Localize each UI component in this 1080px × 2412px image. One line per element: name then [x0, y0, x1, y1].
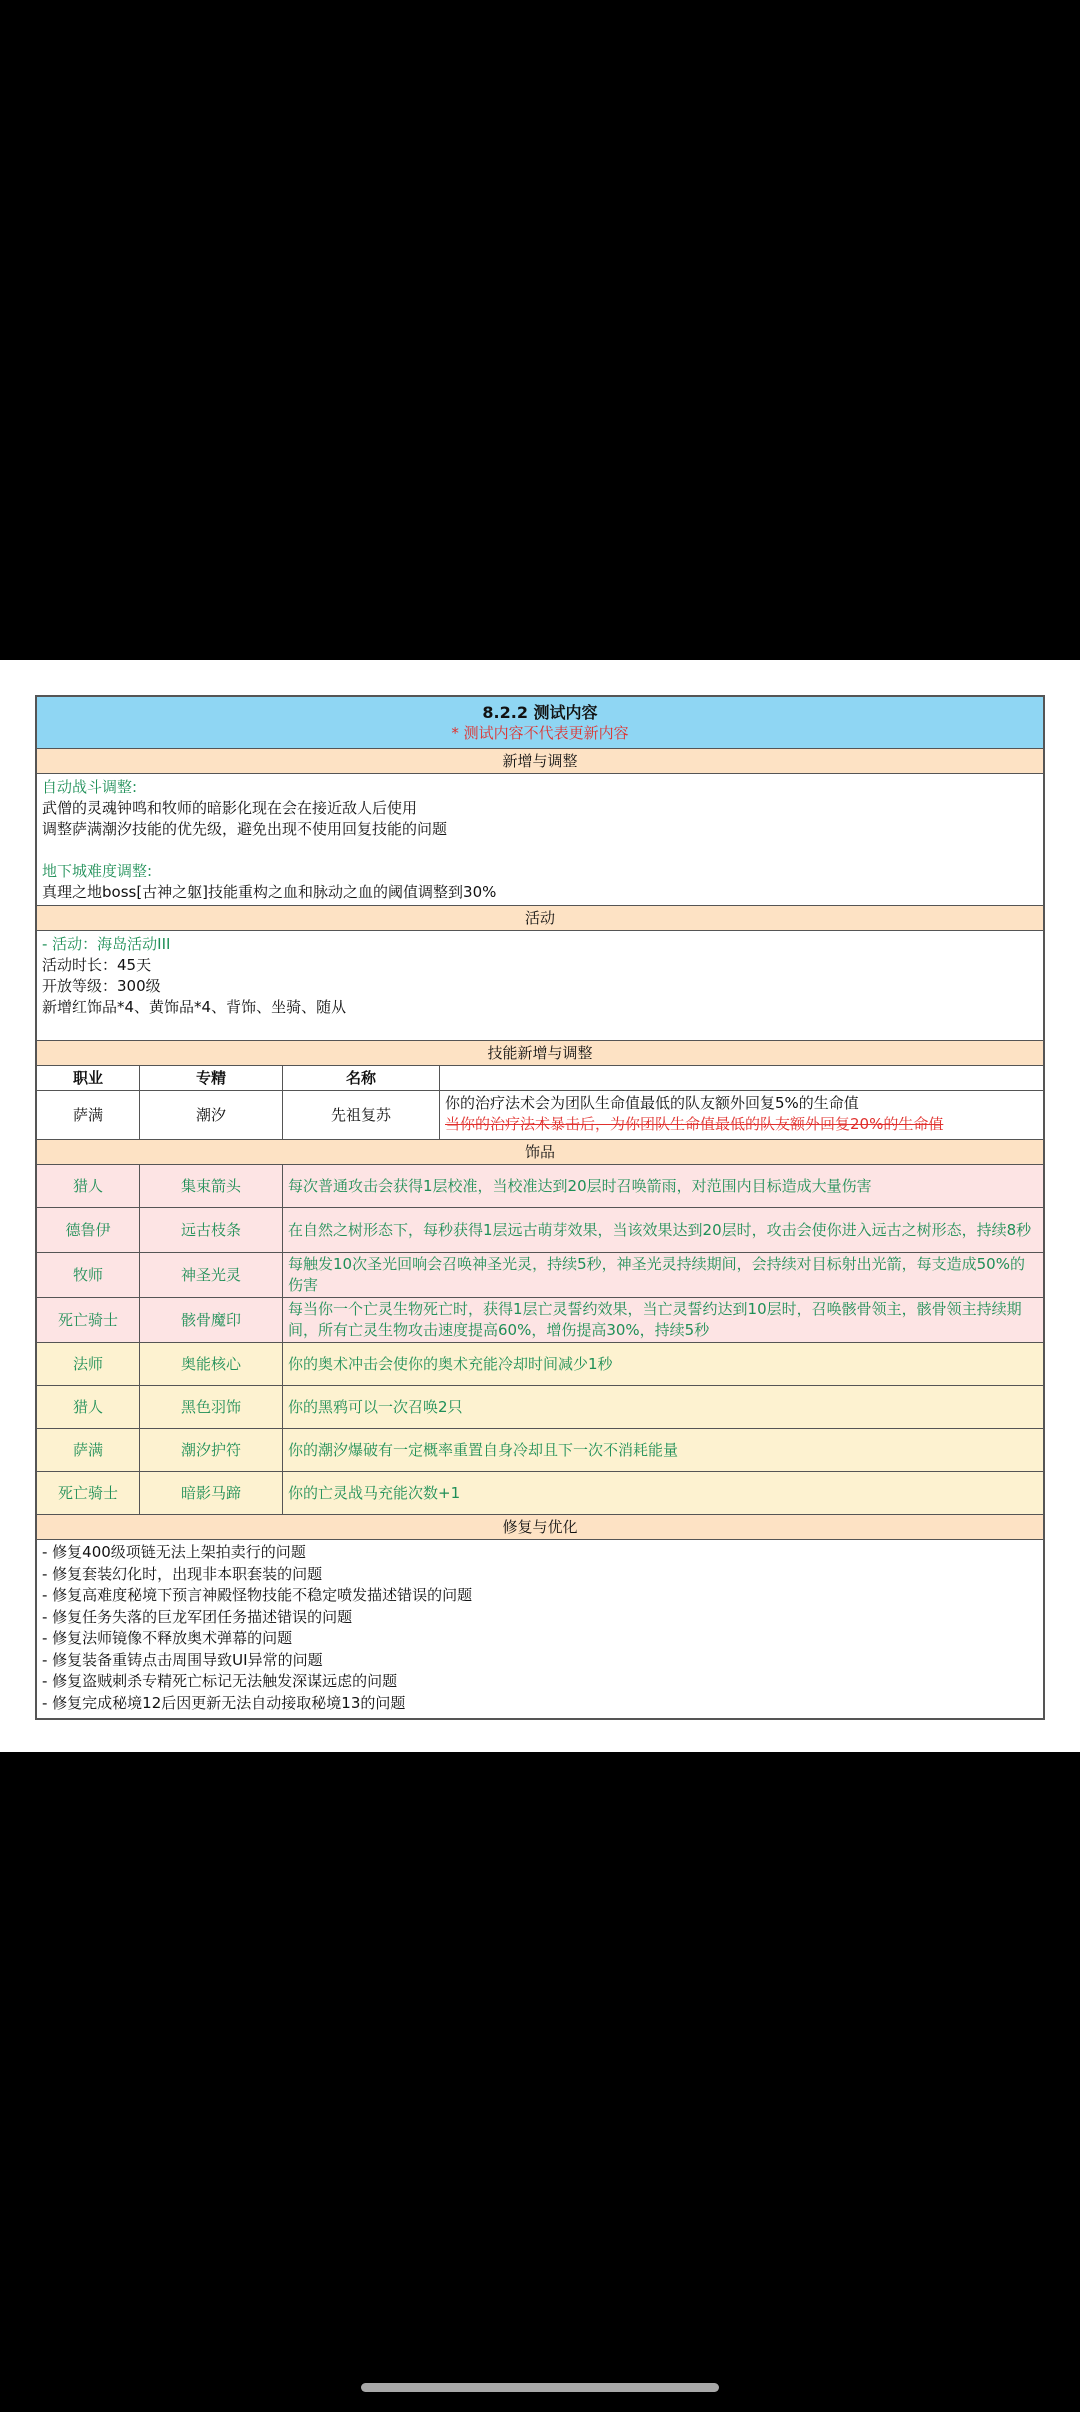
skills-table-header — [37, 1066, 1043, 1091]
trinket-desc: 你的潮汐爆破有一定概率重置自身冷却且下一次不消耗能量 — [288, 1440, 679, 1459]
trinket-desc: 每触发10次圣光回响会召唤神圣光灵，持续5秒，神圣光灵持续期间，会持续对目标射出光箭，每支造成50%的伤害 — [288, 1255, 1025, 1294]
section-header-skills: 技能新增与调整 — [37, 1040, 1043, 1066]
fix-item: - 修复完成秘境12后因更新无法自动接取秘境13的问题 — [42, 1693, 406, 1712]
trinket-item: 集束箭头 — [140, 1165, 283, 1207]
home-indicator[interactable] — [361, 2383, 719, 2392]
trinket-class: 死亡骑士 — [37, 1298, 140, 1342]
trinket-desc: 每当你一个亡灵生物死亡时，获得1层亡灵誓约效果，当亡灵誓约达到10层时，召唤骸骨领主，骸骨领主持续期间，所有亡灵生物攻击速度提高60%，增伤提高30%，持续5秒 — [288, 1300, 1022, 1339]
section-header-fixes: 修复与优化 — [37, 1514, 1043, 1540]
trinket-row — [37, 1165, 1043, 1208]
column-header-spec: 专精 — [140, 1066, 283, 1090]
trinket-row — [37, 1343, 1043, 1386]
doc-title: 8.2.2 测试内容 — [482, 703, 598, 722]
section-event-body — [37, 931, 1043, 1040]
skill-spec: 潮汐 — [140, 1091, 283, 1139]
column-header-desc — [440, 1066, 1043, 1090]
trinket-class: 猎人 — [37, 1386, 140, 1428]
fix-item: - 修复任务失落的巨龙军团任务描述错误的问题 — [42, 1607, 353, 1626]
document-image — [0, 660, 1080, 1752]
section-header-event: 活动 — [37, 905, 1043, 931]
auto-combat-line: 调整萨满潮汐技能的优先级，避免出现不使用回复技能的问题 — [42, 820, 448, 838]
section-new-body — [37, 774, 1043, 905]
fix-item: - 修复套装幻化时，出现非本职套装的问题 — [42, 1564, 323, 1583]
trinket-row — [37, 1208, 1043, 1253]
event-rewards: 新增红饰品*4、黄饰品*4、背饰、坐骑、随从 — [42, 998, 347, 1016]
section-header-trinkets: 饰品 — [37, 1139, 1043, 1165]
fix-item: - 修复法师镜像不释放奥术弹幕的问题 — [42, 1629, 293, 1647]
trinket-class: 法师 — [37, 1343, 140, 1385]
trinket-row — [37, 1429, 1043, 1472]
trinket-desc: 你的亡灵战马充能次数+1 — [288, 1483, 461, 1502]
trinket-row — [37, 1386, 1043, 1429]
event-duration: 活动时长：45天 — [42, 956, 152, 974]
skill-row — [37, 1091, 1043, 1139]
doc-subtitle: * 测试内容不代表更新内容 — [451, 724, 629, 742]
trinket-item: 潮汐护符 — [140, 1429, 283, 1471]
fixes-list — [37, 1540, 1043, 1718]
trinket-item: 暗影马蹄 — [140, 1472, 283, 1514]
trinket-item: 黑色羽饰 — [140, 1386, 283, 1428]
trinket-row — [37, 1298, 1043, 1343]
fix-item: - 修复装备重铸点击周围导致UI异常的问题 — [42, 1650, 323, 1669]
trinket-class: 萨满 — [37, 1429, 140, 1471]
trinket-item: 奥能核心 — [140, 1343, 283, 1385]
trinket-desc: 你的奥术冲击会使你的奥术充能冷却时间减少1秒 — [288, 1354, 613, 1373]
auto-combat-line: 武僧的灵魂钟鸣和牧师的暗影化现在会在接近敌人后使用 — [42, 799, 418, 817]
fix-item: - 修复400级项链无法上架拍卖行的问题 — [42, 1543, 306, 1561]
fix-item: - 修复盗贼刺杀专精死亡标记无法触发深谋远虑的问题 — [42, 1672, 398, 1690]
trinket-class: 德鲁伊 — [37, 1208, 140, 1252]
event-level: 开放等级：300级 — [42, 977, 161, 995]
title-block — [37, 697, 1043, 749]
dungeon-label: 地下城难度调整: — [42, 862, 153, 880]
trinket-row — [37, 1472, 1043, 1514]
trinket-class: 牧师 — [37, 1253, 140, 1297]
skill-desc: 你的治疗法术会为团队生命值最低的队友额外回复5%的生命值 — [445, 1094, 859, 1112]
trinket-class: 死亡骑士 — [37, 1472, 140, 1514]
trinket-desc: 你的黑鸦可以一次召唤2只 — [288, 1397, 463, 1416]
event-name: - 活动：海岛活动III — [42, 935, 171, 953]
trinket-class: 猎人 — [37, 1165, 140, 1207]
trinket-item: 神圣光灵 — [140, 1253, 283, 1297]
trinket-item: 远古枝条 — [140, 1208, 283, 1252]
patch-notes-table — [35, 695, 1045, 1720]
column-header-name: 名称 — [283, 1066, 440, 1090]
dungeon-line: 真理之地boss[古神之躯]技能重构之血和脉动之血的阈值调整到30% — [42, 883, 497, 901]
section-header-new: 新增与调整 — [37, 749, 1043, 774]
trinket-desc: 在自然之树形态下，每秒获得1层远古萌芽效果，当该效果达到20层时，攻击会使你进入远古之树形态，持续8秒 — [288, 1220, 1032, 1239]
column-header-class: 职业 — [37, 1066, 140, 1090]
trinket-desc: 每次普通攻击会获得1层校准，当校准达到20层时召唤箭雨，对范围内目标造成大量伤害 — [288, 1176, 872, 1195]
trinket-row — [37, 1253, 1043, 1298]
skill-desc-cell — [440, 1091, 1043, 1139]
fix-item: - 修复高难度秘境下预言神殿怪物技能不稳定喷发描述错误的问题 — [42, 1586, 473, 1604]
auto-combat-label: 自动战斗调整: — [42, 778, 138, 796]
trinket-item: 骸骨魔印 — [140, 1298, 283, 1342]
skill-class: 萨满 — [37, 1091, 140, 1139]
skill-name: 先祖复苏 — [283, 1091, 440, 1139]
skill-desc-struck: 当你的治疗法术暴击后，为你团队生命值最低的队友额外回复20%的生命值 — [445, 1115, 944, 1133]
